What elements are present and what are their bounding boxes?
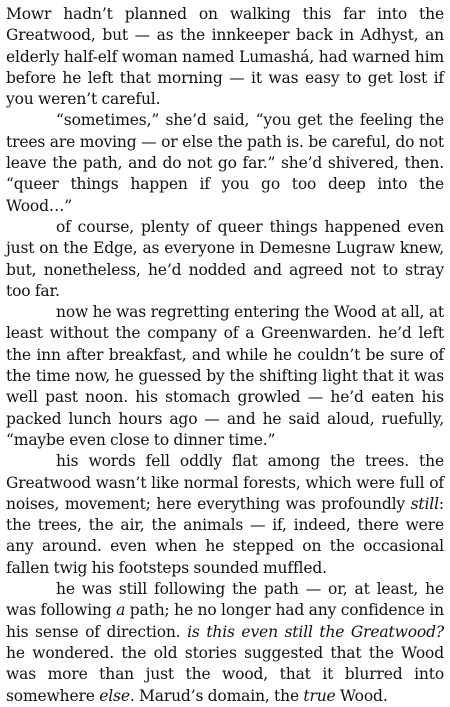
text-run: path; he no longer had any confidence in his sense of direction. [6,601,444,641]
italic-text: still [410,494,439,513]
text-run: : the trees, the air, the animals — if, indeed, there were any around. even when he stepped on the occasional fallen twig his footsteps sounded muffled. [6,494,444,577]
italic-text: a [116,601,126,620]
text-run: Mowr hadn’t planned on walking this far into the Greatwood, but — as the innkeeper back in Adhyst, an elderly half-elf woman named Lumashá, had warned him before he left that morning — it was easy to get lost if you weren’t careful. [6,5,444,109]
paragraph-6 [6,579,444,707]
italic-text: else [99,686,130,705]
text-run: Wood. [335,686,388,705]
text-run: now he was regretting entering the Wood at all, at least without the company of a Greenwarden. he’d left the inn after breakfast, and while he couldn’t be sure of the time now, he guessed by the shifting light that it was well past noon. his stomach growled — he’d eaten his packed lunch hours ago — and he said aloud, ruefully, “maybe even close to dinner time.” [6,303,444,449]
paragraph-3 [6,217,444,302]
text-run: he was still following the path — or, at least, he was following [6,580,444,620]
paragraph-4 [6,302,444,451]
paragraph-1 [6,4,444,110]
text-run: he wondered. the old stories suggested that the Wood was more than just the wood, that it blurred into somewhere [6,643,444,705]
text-run: of course, plenty of queer things happened even just on the Edge, as everyone in Demesne Lugraw knew, but, nonetheless, he’d nodded and agreed not to stray too far. [6,217,444,300]
text-run: his words fell oddly flat among the trees. the Greatwood wasn’t like normal forests, which were full of noises, movement; here everything was profoundly [6,452,444,513]
italic-text: is this even still the Greatwood? [187,622,445,641]
paragraph-2 [6,110,444,216]
text-run: . Marud’s domain, the [129,686,304,705]
italic-text: true [303,686,336,705]
text-run: “sometimes,” she’d said, “you get the feeling the trees are moving — or else the path is. be careful, do not leave the path, and do not go far.” she’d shivered, then. “queer things happen if you go too deep into the Wood…” [6,111,444,215]
paragraph-5 [6,451,444,579]
